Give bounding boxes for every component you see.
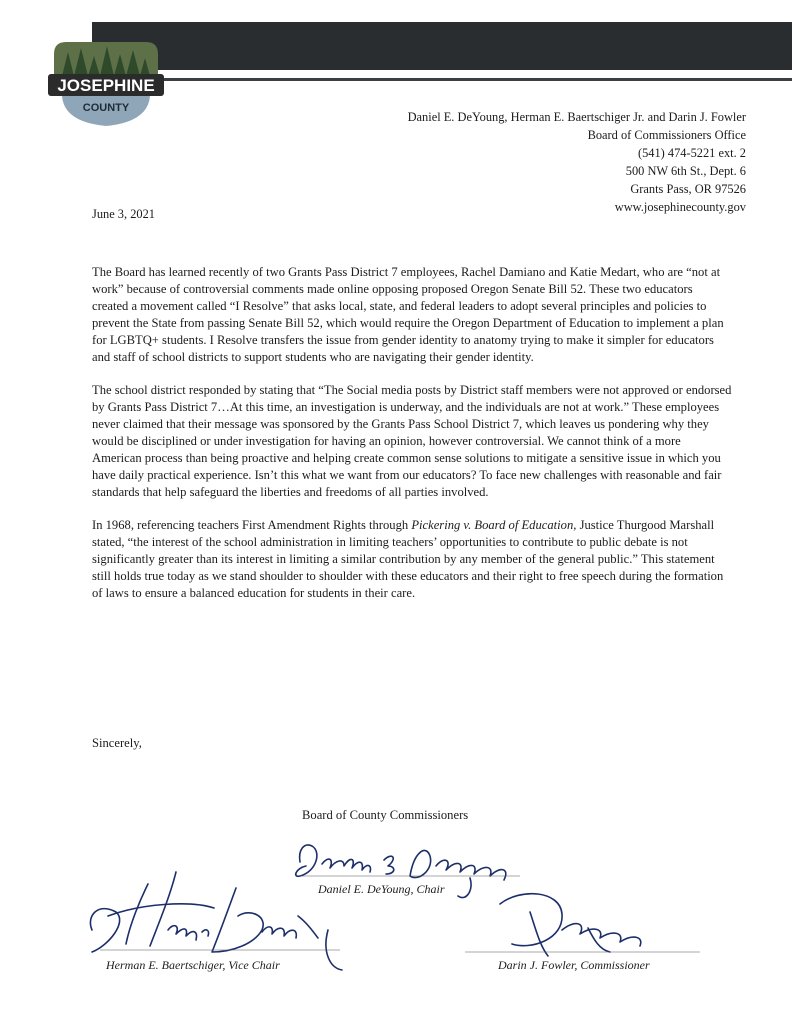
phone: (541) 474-5221 ext. 2: [637, 146, 746, 160]
letter-body: [92, 264, 732, 618]
signature-fowler: [500, 894, 641, 956]
paragraph-2: The school district responded by stating that “The Social media posts by District staff members were not approved or endorsed by Grants Pass District 7…At this time, an investigation is underway, and the individuals are not at work.” These employees never claimed that their message was sponsored by the Grants Pass School District 7, which leaves us pondering why they would be disciplined or under investigation for having an opinion, however controversial. We cannot think of a more American process than being proactive and helping create common sense solutions to mitigate a sensitive issue in which you have daily practical experience. Isn’t this what we want from our educators? To face new challenges with reasonable and fair standards that help safeguard the liberties and freedoms of all parties involved.: [92, 383, 732, 499]
street-address: 500 NW 6th St., Dept. 6: [625, 164, 746, 178]
signature-baertschiger: [90, 872, 342, 970]
signer-chair: Daniel E. DeYoung, Chair: [318, 882, 445, 896]
logo-subword: COUNTY: [82, 102, 130, 114]
paragraph-3-rest: , Justice Thurgood Marshall stated, “the interest of the school administration in limiting teachers’ opportunities to contribute to public debate is not significantly greater than its interest in limiting a similar contribution by any member of the general public.” This statement still holds true today as we stand shoulder to shoulder with these educators and their right to free speech during the formation of laws to ensure a balanced education for students in their care.: [92, 518, 724, 600]
logo-wordmark: JOSEPHINE: [57, 76, 155, 95]
signer-vice-chair: Herman E. Baertschiger, Vice Chair: [106, 958, 280, 972]
letter-date: June 3, 2021: [92, 207, 155, 221]
case-citation: Pickering v. Board of Education: [411, 518, 574, 532]
board-title: Board of County Commissioners: [302, 808, 469, 822]
letterhead-band: [92, 22, 792, 70]
city-state-zip: Grants Pass, OR 97526: [630, 182, 746, 196]
closing: Sincerely,: [92, 736, 142, 750]
website-link[interactable]: www.josephinecounty.gov: [614, 200, 746, 214]
paragraph-3-lead: In 1968, referencing teachers First Amendment Rights through: [92, 518, 412, 532]
letterhead-rule: [160, 78, 792, 81]
paragraph-1: The Board has learned recently of two Grants Pass District 7 employees, Rachel Damiano and Katie Medart, who are “not at work” because of controversial comments made online opposing proposed Oregon Senate Bill 52. These two educators created a movement called “I Resolve” that asks local, state, and federal leaders to adopt several principles and policies to prevent the State from passing Senate Bill 52, which would require the Oregon Department of Education to implement a plan for LGBTQ+ students. I Resolve transfers the issue from gender identity to anatomy trying to make it simpler for educators and staff of school districts to support students who are navigating their gender identity.: [92, 265, 724, 364]
commissioner-names: Daniel E. DeYoung, Herman E. Baertschiger Jr. and Darin J. Fowler: [407, 110, 746, 124]
paragraph-3: [92, 517, 732, 602]
signer-commissioner: Darin J. Fowler, Commissioner: [498, 958, 650, 972]
office-name: Board of Commissioners Office: [587, 128, 746, 142]
contact-block: [408, 108, 746, 216]
county-logo: [44, 38, 168, 130]
